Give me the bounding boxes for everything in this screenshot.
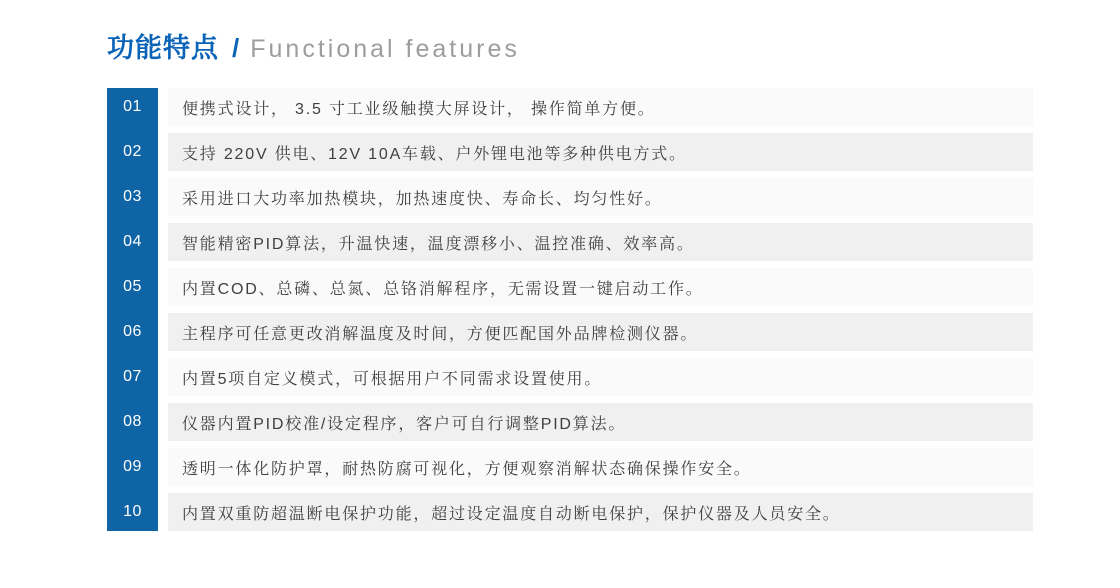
feature-number-badge: 02 bbox=[123, 143, 142, 160]
feature-number-badge: 03 bbox=[123, 188, 142, 205]
feature-text: 采用进口大功率加热模块，加热速度快、寿命长、均匀性好。 bbox=[168, 178, 1033, 216]
feature-text: 智能精密PID算法，升温快速，温度漂移小、温控准确、效率高。 bbox=[168, 223, 1033, 261]
feature-number-badge: 10 bbox=[123, 503, 142, 520]
feature-row bbox=[107, 448, 1033, 486]
feature-text: 透明一体化防护罩，耐热防腐可视化，方便观察消解状态确保操作安全。 bbox=[168, 448, 1033, 486]
feature-text: 便携式设计， 3.5 寸工业级触摸大屏设计， 操作简单方便。 bbox=[168, 88, 1033, 126]
feature-number-badge: 07 bbox=[123, 368, 142, 385]
feature-text: 内置COD、总磷、总氮、总铬消解程序，无需设置一键启动工作。 bbox=[168, 268, 1033, 306]
feature-row bbox=[107, 88, 1033, 126]
feature-row bbox=[107, 178, 1033, 216]
feature-number-badge: 08 bbox=[123, 413, 142, 430]
feature-text: 内置双重防超温断电保护功能，超过设定温度自动断电保护，保护仪器及人员安全。 bbox=[168, 493, 1033, 531]
feature-text: 内置5项自定义模式，可根据用户不同需求设置使用。 bbox=[168, 358, 1033, 396]
feature-text: 支持 220V 供电、12V 10A车载、户外锂电池等多种供电方式。 bbox=[168, 133, 1033, 171]
section-header bbox=[107, 26, 520, 65]
feature-number-badge: 09 bbox=[123, 458, 142, 475]
section-title-chinese: 功能特点 bbox=[107, 33, 219, 63]
feature-list bbox=[107, 88, 1033, 531]
title-separator-slash: / bbox=[232, 33, 240, 63]
feature-number-badge: 06 bbox=[123, 323, 142, 340]
section-title-english: Functional features bbox=[250, 35, 520, 63]
feature-number-badge: 01 bbox=[123, 98, 142, 115]
feature-row bbox=[107, 133, 1033, 171]
feature-number-badge: 04 bbox=[123, 233, 142, 250]
feature-number-badge: 05 bbox=[123, 278, 142, 295]
feature-row bbox=[107, 223, 1033, 261]
feature-row bbox=[107, 268, 1033, 306]
feature-text: 主程序可任意更改消解温度及时间，方便匹配国外品牌检测仪器。 bbox=[168, 313, 1033, 351]
feature-text: 仪器内置PID校准/设定程序，客户可自行调整PID算法。 bbox=[168, 403, 1033, 441]
feature-row bbox=[107, 493, 1033, 531]
feature-row bbox=[107, 313, 1033, 351]
feature-row bbox=[107, 358, 1033, 396]
feature-row bbox=[107, 403, 1033, 441]
